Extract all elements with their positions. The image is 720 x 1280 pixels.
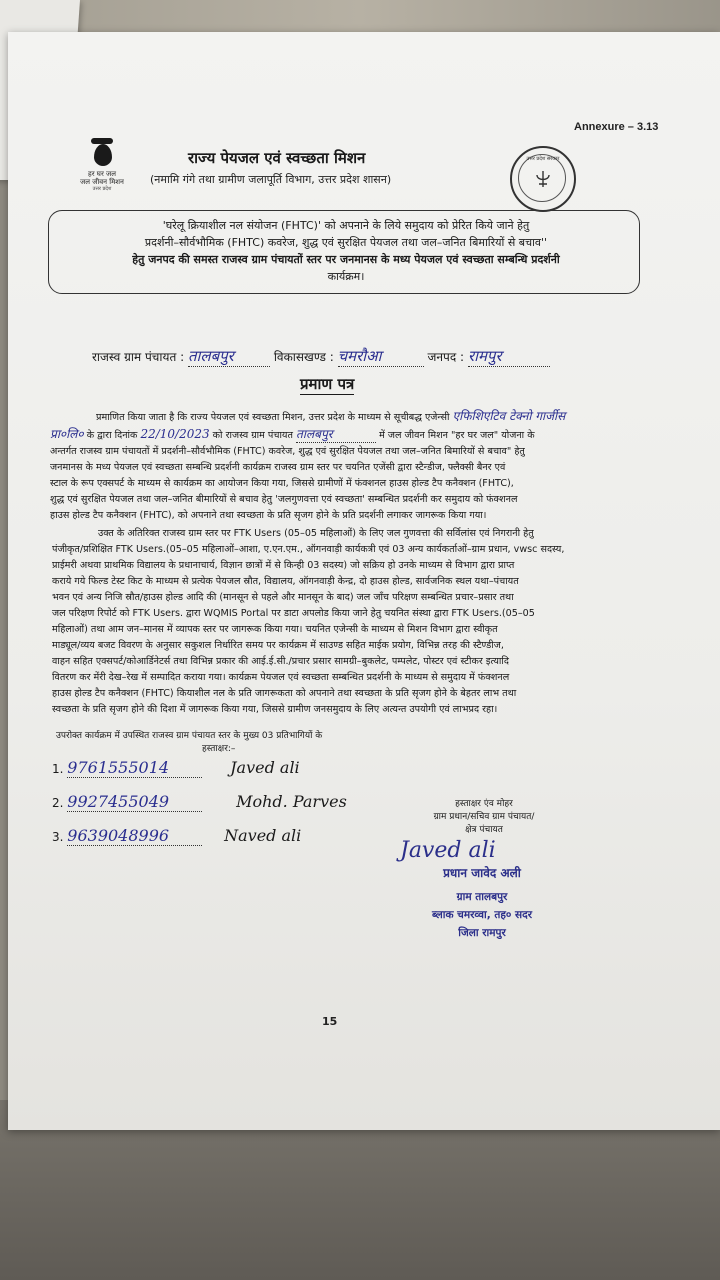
para2-line9: वाहन सहित एक्सपर्ट/कोआर्डिनेटर्स तथा विभिन्न प्रकार की आई.ई.सी./प्रचार प्रसार सामग्री–बुकलेट, पम्पलेट, पोस्टर एवं स्टीकर इत्यादि xyxy=(52,656,509,667)
emblem-icon xyxy=(534,170,552,188)
participant-phone: 9639048996 xyxy=(67,826,202,846)
para2-line6: जल परिक्षण रिपोर्ट को FTK Users. द्वारा WQMIS Portal पर डाटा अपलोड किया जाने हेतु चयनित संस्था द्वारा FTK Users.(05–05 xyxy=(52,608,535,619)
signatory-line2: ग्राम प्रधान/सचिव ग्राम पंचायत/ xyxy=(433,812,535,822)
box-line-2: प्रदर्शनी–सौर्वभौमिक (FHTC) कवरेज, शुद्ध एवं सुरक्षित पेयजल तथा जल–जनित बिमारियों से बचाव'' xyxy=(144,236,548,249)
para2-line2: पंजीकृत/प्रशिक्षित FTK Users.(05–05 महिलाओं–आशा, ए.एन.एम., ऑगनवाड़ी कार्यकत्री एवं 03 अन्य कार्यकर्ताओं–ग्राम प्रधान, vwsc सदस्य, xyxy=(52,544,565,555)
box-line-3: हेतु जनपद की समस्त राजस्व ग्राम पंचायतों स्तर पर जनमानस के मध्य पेयजल एवं स्वच्छता सम्बन्धि प्रदर्शनी xyxy=(132,253,560,266)
block-value: चमरौआ xyxy=(338,346,424,367)
participants-intro xyxy=(56,728,322,754)
para2-line12: स्वच्छता के प्रति सृजग होने की दिशा में जागरूक किया गया, जिससे ग्रामीण जनसमुदाय के लिए अत्यन्त उपयोगी एवं लाभप्रद रहा। xyxy=(52,704,498,715)
para2-line3: प्राईमरी अथवा प्राथमिक विद्यालय के प्रधानाचार्य, विज्ञान छात्रों में से किन्ही 03 सदस्य) जो सक्रिय हो उनके माध्यम से विभाग द्वारा प्राप्त xyxy=(52,560,515,571)
agency-suffix-handwritten: प्रा०लि० xyxy=(50,427,84,441)
location-fields xyxy=(92,346,550,367)
gram-panchayat-value: तालबपुर xyxy=(188,346,270,367)
stamp-line1: प्रधान जावेद अली xyxy=(443,866,521,880)
logo-text-3: उत्तर प्रदेश xyxy=(92,186,112,192)
block-label: विकासखण्ड : xyxy=(273,350,334,364)
annexure-label: Annexure – 3.13 xyxy=(574,121,659,133)
signatory-line3: क्षेत्र पंचायत xyxy=(465,825,503,835)
para1-line7: हाउस होल्ड टैप कनैक्शन (FHTC), को अपनाने तथा स्वच्छता के प्रति सृजग होने के प्रति प्रदर्शनी लगाकर जागरूक किया गया। xyxy=(50,510,487,521)
para2-line1: उक्त के अतिरिक्त राजस्व ग्राम स्तर पर FTK Users (05–05 महिलाओं) के लिए जल गुणवत्ता की सर्विलांस एवं निगरानी हेतु xyxy=(98,528,534,539)
logo-text-1: हर घर जल xyxy=(88,170,116,178)
para1-line4: जनमानस के मध्य पेयजल एवं स्वच्छता सम्बन्धि प्रदर्शनी कार्यक्रम राजस्व ग्राम स्तर पर चयनित एजेंसी द्वारा स्टैन्डीज, फ्लैक्सी बैनर एवं xyxy=(50,462,506,473)
stamp-line4: जिला रामपुर xyxy=(458,927,506,939)
certificate-paragraph-2 xyxy=(52,526,634,718)
signatory-block xyxy=(404,798,564,837)
participant-signature: Mohd. Parves xyxy=(236,792,347,811)
program-title-box xyxy=(48,210,640,294)
para2-line11: हाउस होल्ड टैप कनैक्शन (FHTC) कियाशील नल के प्रति जागरूकता को अपनाने तथा स्वच्छता के प्रति सृजग होने के बेहतर लाभ तथा xyxy=(52,688,517,699)
participant-index: 2. xyxy=(52,796,64,810)
agency-name-handwritten: एफिशिएटिव टेक्नो गार्जीस xyxy=(452,409,566,423)
stamp-line2: ग्राम तालबपुर xyxy=(456,891,508,903)
para1-line2-a: के द्वारा दिनांक xyxy=(86,430,138,441)
district-label: जनपद : xyxy=(427,350,465,364)
signatory-line1: हस्ताक्षर एंव मोहर xyxy=(455,799,513,809)
para1-line6: शुद्ध एवं सुरक्षित पेयजल तथा जल–जनित बीमारियों से बचाव हेतु 'जलगुणवत्ता एवं स्वच्छता' सम्बन्धित प्रदर्शनी कर समुदाय को फंक्शनल xyxy=(50,494,518,505)
para2-line4: कराये गये फिल्ड टेस्ट किट के माध्यम से प्रत्येक पेयजल स्रौत, विद्यालय, ऑगनवाड़ी केन्द्र, दो हाउस होल्ड, सार्वजनिक स्थल यथा–पंचायत xyxy=(52,576,519,587)
participant-signature: Naved ali xyxy=(224,826,302,845)
har-ghar-jal-logo xyxy=(72,136,132,192)
participants-intro-line2: हस्ताक्षर:– xyxy=(202,744,236,754)
water-tap-icon xyxy=(87,136,117,170)
participants-intro-line1: उपरोक्त कार्यक्रम में उपस्थित राजस्व ग्राम पंचायत स्तर के मुख्य 03 प्रतिभागियों के xyxy=(56,731,323,741)
village-handwritten: तालबपुर xyxy=(296,426,376,443)
certificate-heading: प्रमाण पत्र xyxy=(300,375,355,393)
participant-signature: Javed ali xyxy=(230,758,300,777)
participant-phone: 9927455049 xyxy=(67,792,202,812)
up-government-seal xyxy=(510,146,576,212)
para2-line5: भवन एवं अन्य निजि स्रौत/हाउस होल्ड आदि की (मानसून से पहले और मानसून के बाद) जल जाँच परिक्षण सम्बन्धित प्रचार–प्रसार तथा xyxy=(52,592,514,603)
stamp-line3: ब्लाक चमरव्वा, तह० सदर xyxy=(431,909,533,921)
pradhan-stamp xyxy=(392,864,572,942)
para2-line7: महिलाओं) तथा आम जन–मानस में व्यापक स्तर पर जागरूक किया गया। चयनित एजेन्सी के माध्यम से मिशन विभाग द्वारा स्वीकृत xyxy=(52,624,498,635)
participant-index: 1. xyxy=(52,762,64,776)
date-handwritten: 22/10/2023 xyxy=(140,427,210,441)
logo-text-2: जल जीवन मिशन xyxy=(80,178,124,186)
para1-line5: स्टाल के रूप एक्सपर्ट के माध्यम से कार्यक्रम का आयोजन किया गया, जिससे ग्रामीणों में फंक्शनल हाउस होल्ड टैप कनैक्शन (FHTC), xyxy=(50,478,514,489)
certificate-paragraph-1 xyxy=(50,408,630,524)
participant-row-3 xyxy=(52,826,301,846)
box-line-1: 'घरेलू क्रियाशील नल संयोजन (FHTC)' को अपनाने के लिये समुदाय को प्रेरित किये जाने हेतु xyxy=(162,219,530,232)
para2-line10: वितरण कर मेंरी देख–रेख में सम्पादित कराया गया। कार्यक्रम पेयजल एवं स्वच्छता सम्बन्धित प्रदर्शनी के माध्यम से समुदाय में फंक्शनल xyxy=(52,672,510,683)
pradhan-signature: Javed ali xyxy=(400,838,496,863)
para1-line3: अन्तर्गत राजस्व ग्राम पंचायतों में प्रदर्शनी–सौर्वभौमिक (FHTC) कवरेज, शुद्ध एवं सुरक्षित पेयजल तथा जल–जनित बिमारियों से बचाव" हेतु xyxy=(50,446,525,457)
district-value: रामपुर xyxy=(468,346,550,367)
mission-subtitle: (नमामि गंगे तथा ग्रामीण जलापूर्ति विभाग, उत्तर प्रदेश शासन) xyxy=(150,173,392,186)
box-line-4: कार्यक्रम। xyxy=(327,270,365,283)
participant-row-2 xyxy=(52,792,347,812)
participant-index: 3. xyxy=(52,830,64,844)
para1-line2-c: में जल जीवन मिशन "हर घर जल" योजना के xyxy=(379,430,535,441)
participant-phone: 9761555014 xyxy=(67,758,202,778)
page-number: 15 xyxy=(322,1015,338,1028)
para1-line1: प्रमाणित किया जाता है कि राज्य पेयजल एवं स्वच्छता मिशन, उत्तर प्रदेश के माध्यम से सूचीबद्ध एजेन्सी xyxy=(96,412,450,423)
para1-line2-b: को राजस्व ग्राम पंचायत xyxy=(212,430,293,441)
participant-row-1 xyxy=(52,758,300,778)
seal-text: उत्तर प्रदेश सरकार xyxy=(526,156,560,162)
mission-title: राज्य पेयजल एवं स्वच्छता मिशन xyxy=(188,149,366,167)
para2-line8: माड्यूल/व्यय बजट विवरण के अनुसार सकुशल निर्धारित समय पर कार्यक्रम में साउण्ड सहित माईक प्रयोग, विभिन्न तरह की स्टैण्डीज, xyxy=(52,640,504,651)
gram-panchayat-label: राजस्व ग्राम पंचायत : xyxy=(92,350,185,364)
